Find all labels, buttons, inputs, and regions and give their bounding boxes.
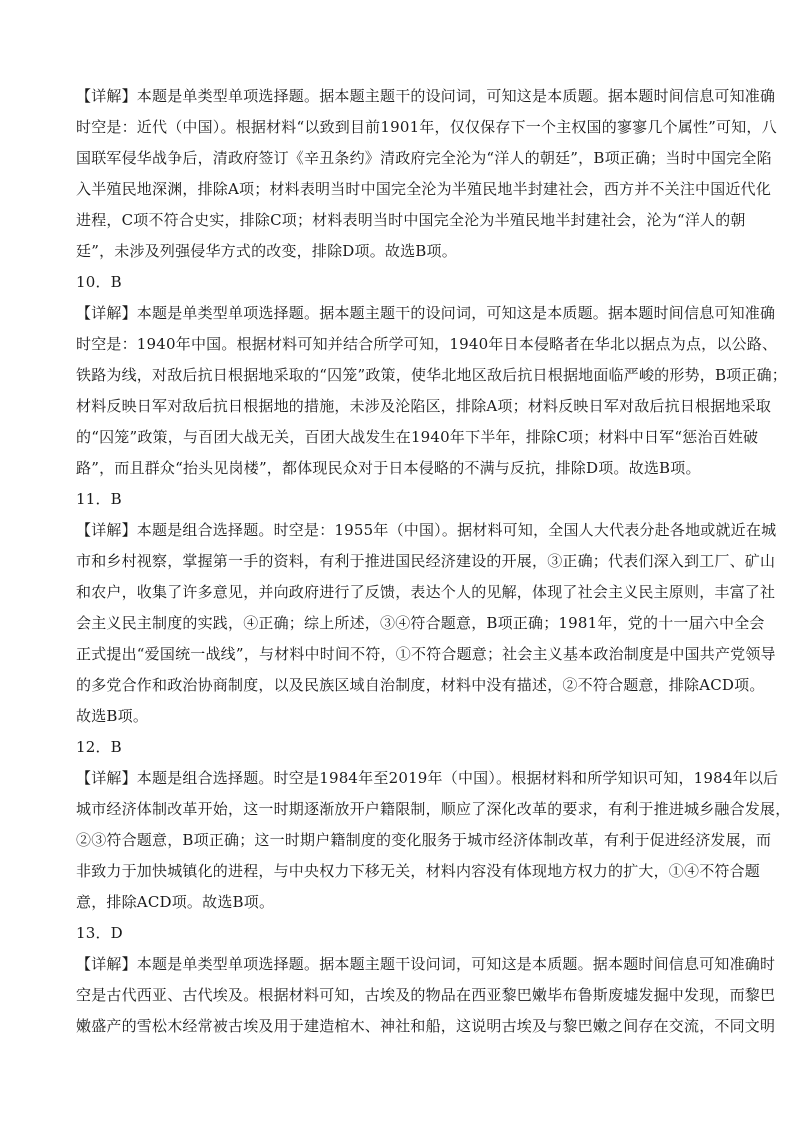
text-line: 【详解】本题是单类型单项选择题。据本题主题干的设问词，可知这是本质题。据本题时间信息可知准确: [76, 87, 776, 105]
answer-number-line: 11．B: [76, 490, 122, 508]
text-line: 的多党合作和政治协商制度，以及民族区域自治制度，材料中没有描述，②不符合题意，排除ACD项。: [76, 676, 765, 694]
text-line: 空是古代西亚、古代埃及。根据材料可知，古埃及的物品在西亚黎巴嫩毕布鲁斯废墟发掘中发现，而黎巴: [76, 986, 776, 1004]
text-line: 意，排除ACD项。故选B项。: [76, 893, 275, 911]
text-line: 时空是：1940年中国。根据材料可知并结合所学可知，1940年日本侵略者在华北以据点为点，以公路、: [76, 335, 778, 353]
answer-number-line: 10．B: [76, 273, 122, 291]
text-line: 【详解】本题是组合选择题。时空是：1955年（中国）。据材料可知，全国人大代表分赴各地或就近在城: [76, 521, 777, 539]
text-line: 【详解】本题是组合选择题。时空是1984年至2019年（中国）。根据材料和所学知识可知，1984年以后: [76, 769, 779, 787]
text-line: 【详解】本题是单类型单项选择题。据本题主题干设问词，可知这是本质题。据本题时间信息可知准确时: [76, 955, 776, 973]
answer-number-line: 12．B: [76, 738, 122, 756]
text-line: 正式提出“爱国统一战线”，与材料中时间不符，①不符合题意；社会主义基本政治制度是中国共产党领导: [76, 645, 776, 663]
text-line: 时空是：近代（中国）。根据材料“以致到目前1901年，仅仅保存下一个主权国的寥寥几个属性”可知，八: [76, 118, 777, 136]
answer-number-line: 13．D: [76, 924, 123, 942]
text-line: 嫩盛产的雪松木经常被古埃及用于建造棺木、神社和船，这说明古埃及与黎巴嫩之间存在交流，不同文明: [76, 1017, 776, 1035]
text-line: 和农户，收集了许多意见，并向政府进行了反馈，表达个人的见解，体现了社会主义民主原则，丰富了社: [76, 583, 776, 601]
text-line: 城市经济体制改革开始，这一时期逐渐放开户籍限制，顺应了深化改革的要求，有利于推进城乡融合发展，: [76, 800, 791, 818]
text-line: ②③符合题意，B项正确；这一时期户籍制度的变化服务于城市经济体制改革，有利于促进经济发展，而: [76, 831, 772, 849]
text-line: 铁路为线，对敌后抗日根据地采取的“囚笼”政策，使华北地区敌后抗日根据地面临严峻的形势，B项正确；: [76, 366, 787, 384]
text-line: 廷”，未涉及列强侵华方式的改变，排除D项。故选B项。: [76, 242, 457, 260]
text-line: 非致力于加快城镇化的进程，与中央权力下移无关，材料内容没有体现地方权力的扩大，①④不符合题: [76, 862, 761, 880]
text-line: 故选B项。: [76, 707, 149, 725]
text-line: 路”，而且群众“抬头见岗楼”，都体现民众对于日本侵略的不满与反抗，排除D项。故选B项。: [76, 459, 701, 477]
text-line: 市和乡村视察，掌握第一手的资料，有利于推进国民经济建设的开展，③正确；代表们深入到工厂、矿山: [76, 552, 776, 570]
text-line: 【详解】本题是单类型单项选择题。据本题主题干的设问词，可知这是本质题。据本题时间信息可知准确: [76, 304, 776, 322]
text-line: 的“囚笼”政策，与百团大战无关，百团大战发生在1940年下半年，排除C项；材料中日军“惩治百姓破: [76, 428, 759, 446]
text-line: 会主义民主制度的实践，④正确；综上所述，③④符合题意，B项正确；1981年，党的十一届六中全会: [76, 614, 765, 632]
text-line: 国联军侵华战争后，清政府签订《辛丑条约》清政府完全沦为“洋人的朝廷”，B项正确；当时中国完全陷: [76, 149, 772, 167]
text-line: 材料反映日军对敌后抗日根据地的措施，未涉及沦陷区，排除A项；材料反映日军对敌后抗日根据地采取: [76, 397, 772, 415]
text-line: 进程，C项不符合史实，排除C项；材料表明当时中国完全沦为半殖民地半封建社会，沦为“洋人的朝: [76, 211, 746, 229]
text-line: 入半殖民地深渊，排除A项；材料表明当时中国完全沦为半殖民地半封建社会，西方并不关注中国近代化: [76, 180, 772, 198]
